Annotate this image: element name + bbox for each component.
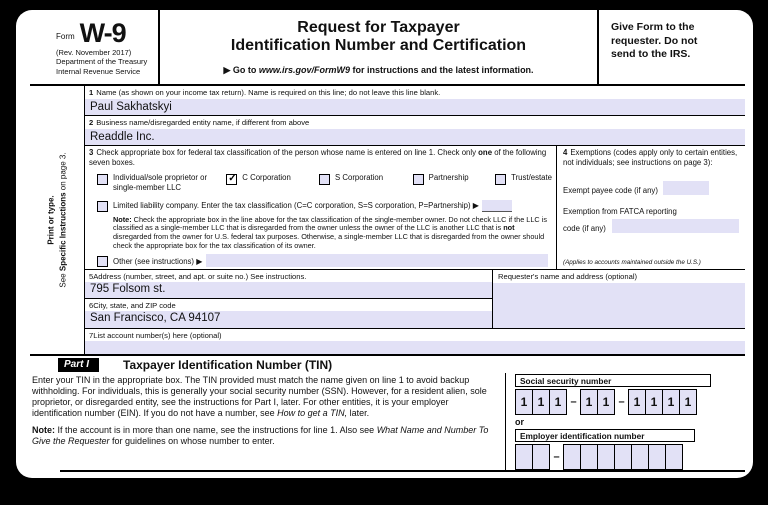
give-form-note: Give Form to the requester. Do not send to the IRS. — [611, 21, 698, 61]
part1-badge: Part I — [58, 358, 99, 372]
form-number: W-9 — [79, 18, 126, 48]
option-llc[interactable]: Limited liability company. Enter the tax classification (C=C corporation, S=S corporation, P=Partnership) ▶ — [97, 200, 552, 212]
other-checkbox[interactable] — [97, 256, 108, 267]
fatca-label-line2: code (if any) — [563, 224, 606, 234]
exemptions-section — [557, 146, 745, 269]
print-or-type-sidebar — [30, 86, 85, 354]
form-title: Request for Taxpayer Identification Number and Certification — [230, 19, 527, 55]
part1-section — [30, 354, 745, 472]
requester-field[interactable] — [493, 283, 745, 328]
fatca-row — [563, 219, 739, 233]
option-individual[interactable]: Individual/sole proprietor or single-member LLC — [97, 173, 226, 192]
form-fields — [85, 86, 745, 354]
form-revision-block — [56, 48, 154, 76]
line5-label: 5Address (number, street, and apt. or suite no.) See instructions. — [89, 272, 307, 281]
business-name-field[interactable]: Readdle Inc. — [85, 129, 745, 146]
ssn-digit-box[interactable]: 1 — [679, 389, 697, 415]
ein-digit-box[interactable] — [515, 444, 533, 470]
ein-digit-box[interactable] — [580, 444, 598, 470]
option-trust-estate[interactable]: Trust/estate — [495, 173, 552, 192]
form-department: Department of the Treasury — [56, 57, 148, 67]
requester-label: Requester's name and address (optional) — [498, 272, 638, 281]
irs-url[interactable]: www.irs.gov/FormW9 — [258, 64, 351, 75]
ssn-digit-box[interactable]: 1 — [645, 389, 663, 415]
tin-entry-column — [505, 373, 745, 470]
tax-classification-section — [85, 146, 557, 269]
exempt-payee-row — [563, 181, 739, 195]
ssn-digit-box[interactable]: 1 — [580, 389, 598, 415]
sidebar-rotated-text: Print or type. See Specific Instructions on page 3. — [46, 152, 67, 288]
goto-instructions-line: ▶ Go to www.irs.gov/FormW9 for instructions and the latest information. — [223, 64, 534, 75]
ssn-dash: – — [570, 396, 577, 408]
ssn-digit-box[interactable]: 1 — [662, 389, 680, 415]
classification-and-exemptions — [85, 146, 745, 270]
ein-digit-box[interactable] — [563, 444, 581, 470]
ssn-digit-box[interactable]: 1 — [549, 389, 567, 415]
line2-label: 2 Business name/disregarded entity name, if different from above — [89, 118, 310, 127]
give-form-block — [597, 10, 745, 84]
form-agency: Internal Revenue Service — [56, 66, 141, 76]
ein-digit-box[interactable] — [614, 444, 632, 470]
ein-digit-box[interactable] — [532, 444, 550, 470]
ssn-digit-box[interactable]: 1 — [515, 389, 533, 415]
option-s-corporation[interactable]: S Corporation — [319, 173, 413, 192]
part1-bottom-rule — [60, 470, 745, 472]
w9-form-page — [16, 10, 753, 478]
name-field[interactable]: Paul Sakhatskyi — [85, 99, 745, 116]
requester-column — [493, 270, 745, 328]
address-and-requester — [85, 270, 745, 329]
line6-label: 6City, state, and ZIP code — [89, 301, 176, 310]
option-other[interactable]: Other (see instructions) ▶ — [97, 254, 548, 267]
account-numbers-section — [85, 329, 745, 354]
address-field[interactable]: 795 Folsom st. — [85, 282, 492, 299]
line3-label: 3 Check appropriate box for federal tax classification of the person whose name is entered on line 1. Check only one of the following seven boxes. — [89, 148, 547, 168]
exempt-payee-label: Exempt payee code (if any) — [563, 186, 658, 196]
form-id-block — [30, 10, 160, 84]
classification-options — [97, 173, 552, 192]
exempt-payee-code-field[interactable] — [663, 181, 709, 195]
partnership-checkbox[interactable] — [413, 174, 424, 185]
ssn-label: Social security number — [515, 374, 711, 387]
tin-note-paragraph: Note: If the account is in more than one name, see the instructions for line 1. Also see What Name and Number To Give the Requester for guidelines on whose number to enter. — [32, 424, 489, 446]
ein-boxes — [515, 444, 741, 470]
ein-dash: – — [553, 451, 560, 463]
part1-heading: Taxpayer Identification Number (TIN) — [123, 357, 333, 372]
address-column — [85, 270, 493, 328]
fatca-label-line1: Exemption from FATCA reporting — [563, 207, 677, 217]
option-partnership[interactable]: Partnership — [413, 173, 495, 192]
ein-digit-box[interactable] — [648, 444, 666, 470]
part1-body — [30, 373, 745, 470]
option-c-corporation[interactable]: ✓ C Corporation — [226, 173, 319, 192]
s-corporation-checkbox[interactable] — [319, 174, 330, 185]
ssn-dash: – — [618, 396, 625, 408]
llc-checkbox[interactable] — [97, 201, 108, 212]
part1-header — [30, 356, 745, 373]
line1-label: 1 Name (as shown on your income tax return). Name is required on this line; do not leave this line blank. — [89, 88, 441, 97]
other-classification-field[interactable] — [206, 254, 548, 267]
line3-note: Note: Check the appropriate box in the line above for the tax classification of the single-member owner. Do not check LLC if the LLC is classified as a single-member LLC that is disregarded from the owner unless the owner of the LLC is another LLC that is not disregarded from the owner for U.S. federal tax purposes. Otherwise, a single-member LLC that is disregarded from the owner should check the appropriate box for the tax classification of its owner. — [113, 214, 547, 250]
ssn-digit-box[interactable]: 1 — [628, 389, 646, 415]
ein-digit-box[interactable] — [665, 444, 683, 470]
ssn-digit-box[interactable]: 1 — [532, 389, 550, 415]
line4-label: 4 Exemptions (codes apply only to certain entities, not individuals; see instructions on page 3): — [563, 148, 738, 168]
tin-instructions-paragraph: Enter your TIN in the appropriate box. The TIN provided must match the name given on line 1 to avoid backup withholding. For individuals, this is generally your social security number (SSN). However, for a resident alien, sole proprietor, or disregarded entity, see the instructions for Part I, later. For other entities, it is your employer identification number (EIN). If you do not have a number, see How to get a TIN, later. — [32, 375, 487, 418]
form-title-block — [160, 10, 597, 84]
ssn-digit-box[interactable]: 1 — [597, 389, 615, 415]
ein-label: Employer identification number — [515, 429, 695, 442]
account-numbers-field[interactable] — [85, 341, 745, 354]
applies-note: (Applies to accounts maintained outside the U.S.) — [563, 259, 701, 266]
form-body — [30, 86, 745, 354]
llc-classification-field[interactable] — [482, 200, 512, 212]
c-corporation-checkbox[interactable] — [226, 174, 237, 185]
or-label: or — [515, 417, 524, 427]
part1-instructions — [30, 373, 505, 470]
trust-estate-checkbox[interactable] — [495, 174, 506, 185]
city-state-zip-field[interactable]: San Francisco, CA 94107 — [85, 311, 492, 328]
form-header — [30, 10, 745, 86]
fatca-code-field[interactable] — [612, 219, 739, 233]
form-word: Form — [56, 31, 75, 41]
ssn-boxes — [515, 389, 741, 415]
line7-label: 7List account number(s) here (optional) — [89, 331, 222, 340]
ein-digit-box[interactable] — [631, 444, 649, 470]
individual-checkbox[interactable] — [97, 174, 108, 185]
ein-digit-box[interactable] — [597, 444, 615, 470]
form-revision: (Rev. November 2017) — [56, 47, 132, 57]
